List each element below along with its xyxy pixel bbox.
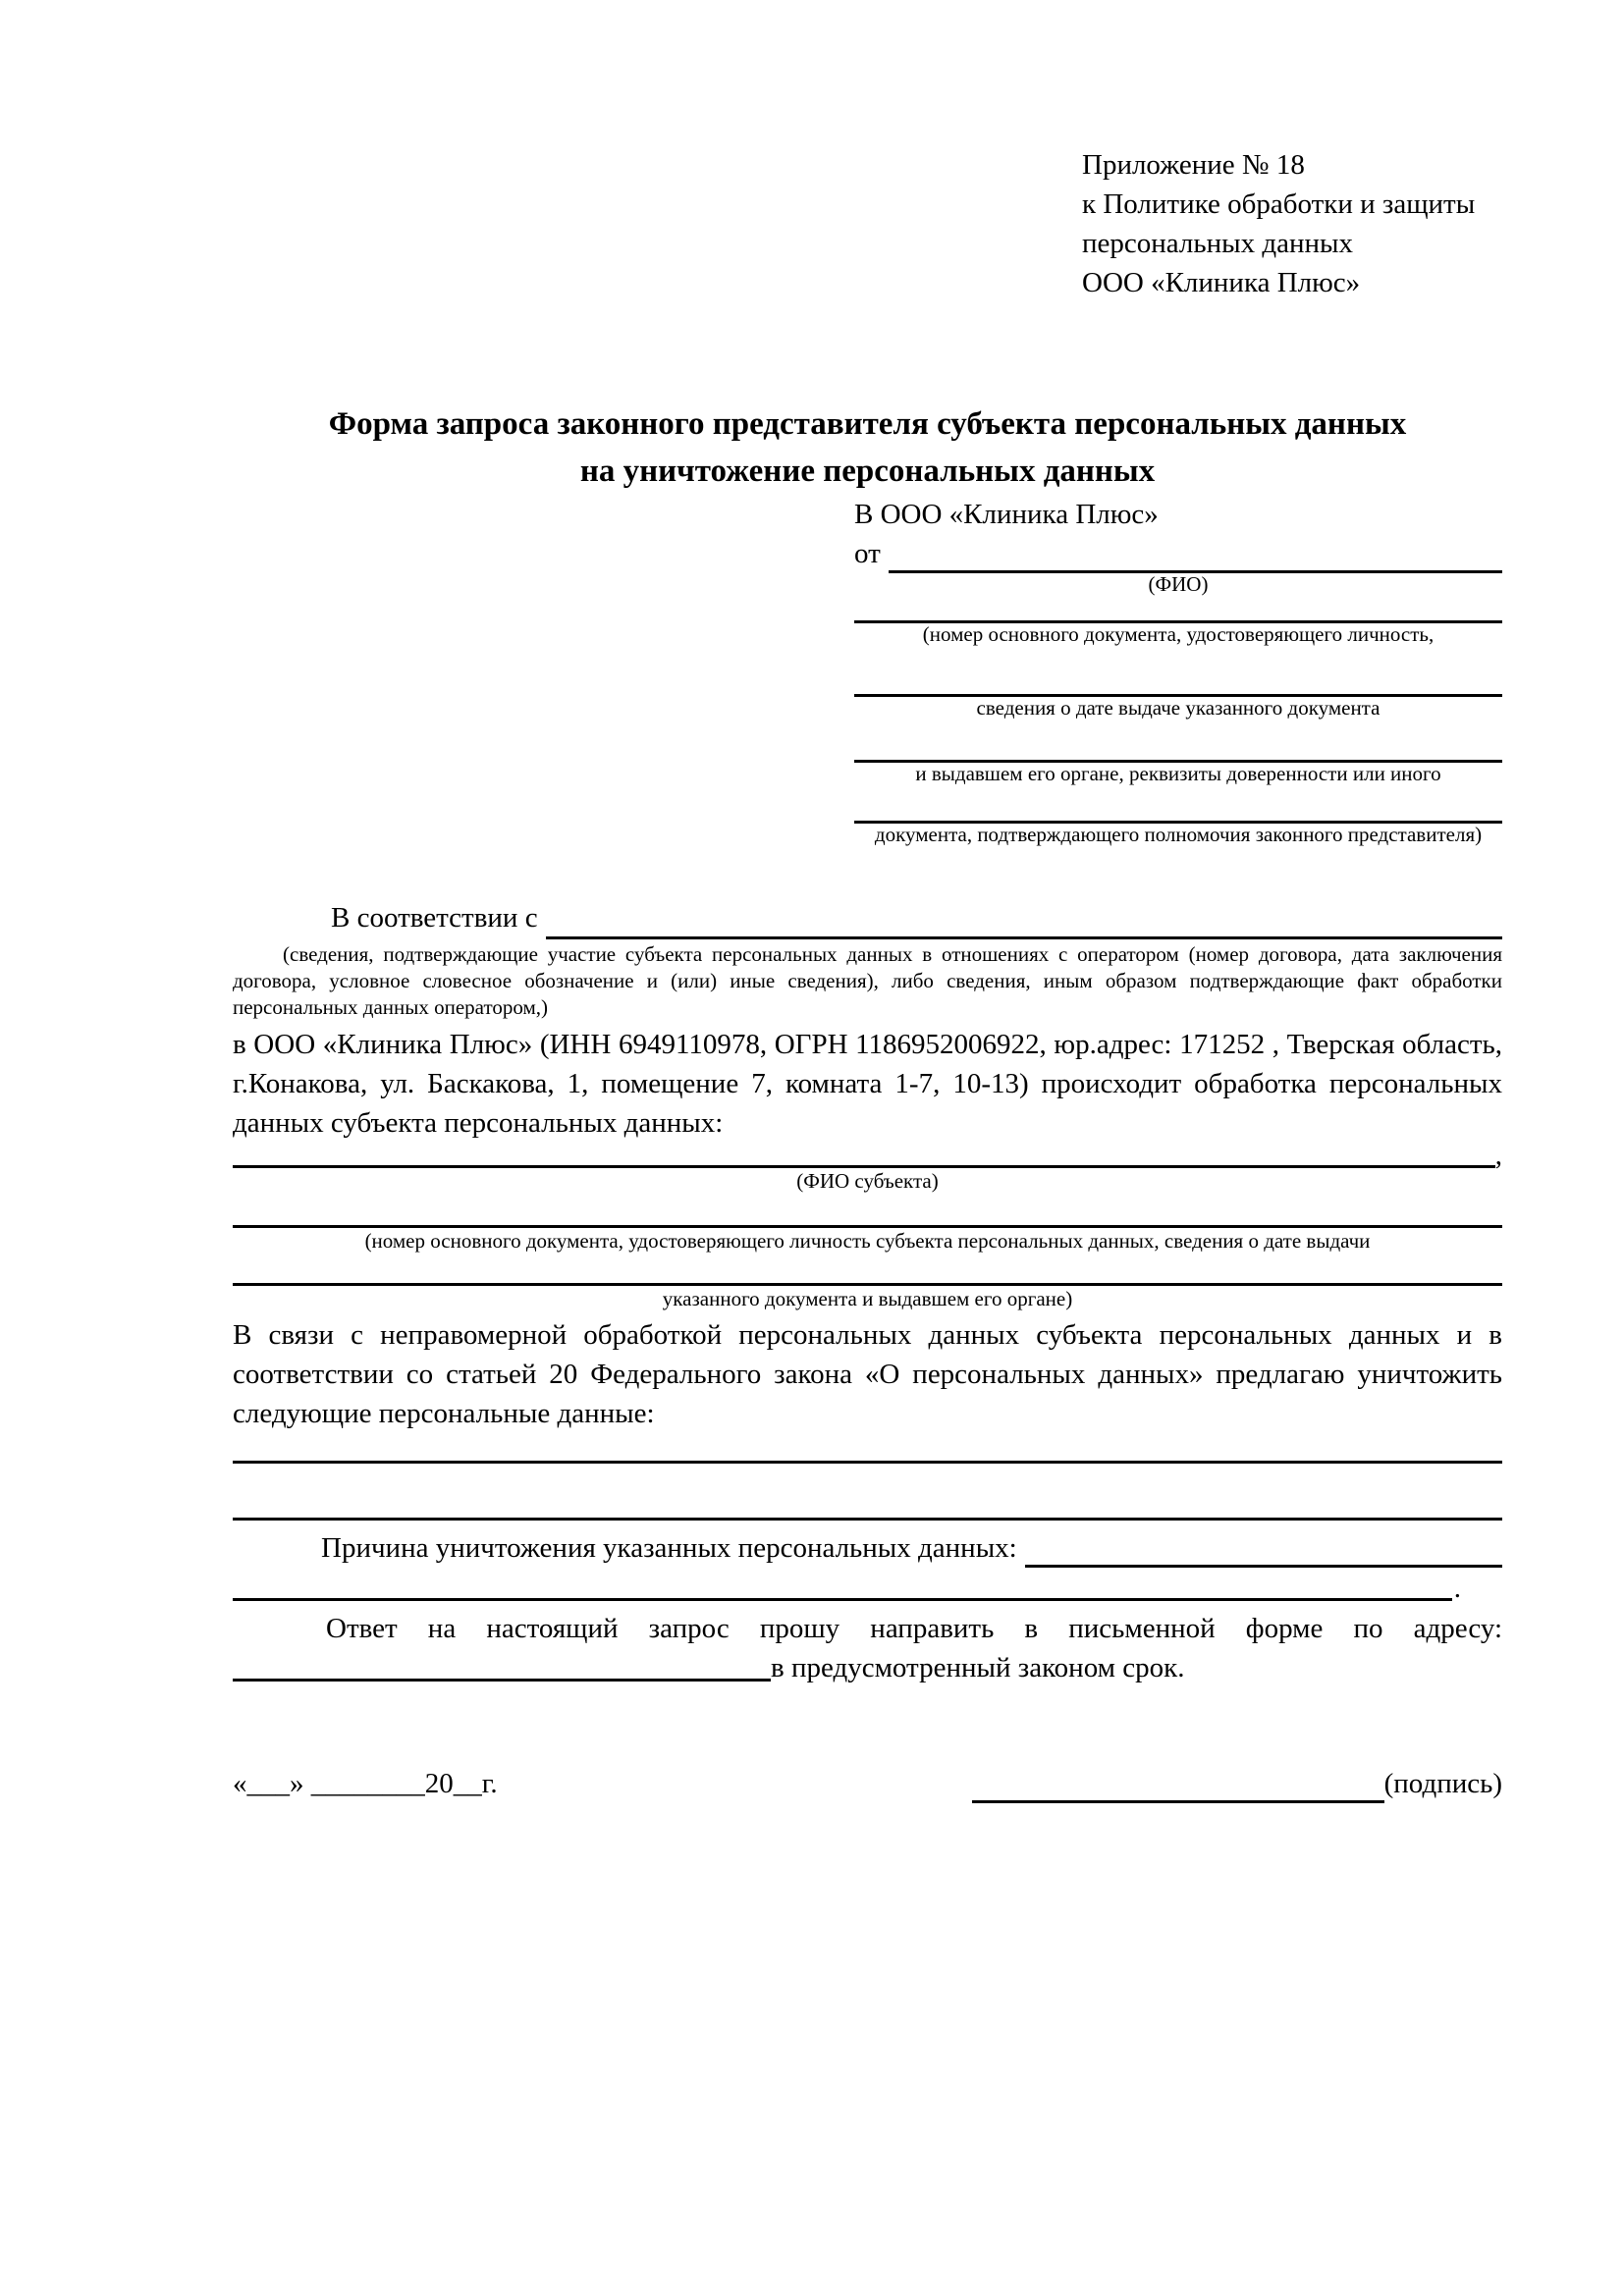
data-to-destroy-blank-field-1 (233, 1461, 1502, 1464)
caption-document-1: (номер основного документа, удостоверяющего личность, (922, 622, 1435, 646)
answer-tail-text: в предусмотренный законом срок. (771, 1652, 1185, 1683)
caption-subject-document-2: указанного документа и выдавшем его органе) (662, 1287, 1073, 1310)
signature-blank-field (972, 1770, 1384, 1803)
caption-document-2: сведения о дате выдаче указанного документа (976, 696, 1380, 720)
reason-blank-field-2 (233, 1598, 1452, 1601)
destroy-request-paragraph: В связи с неправомерной обработкой персональных данных субъекта персональных данных и в соответствии со статьей 20 Федерального закона «О персональных данных» предлагаю уничтожить следующие персональные данные: (233, 1319, 1502, 1429)
from-row (854, 534, 1502, 573)
caption-fio: (ФИО) (1148, 572, 1209, 596)
appendix-line-2: к Политике обработки и защиты (1082, 188, 1476, 220)
caption-document-4: документа, подтверждающего полномочия законного представителя) (874, 823, 1483, 846)
appendix-line-3: персональных данных (1082, 228, 1354, 259)
reason-label: Причина уничтожения указанных персональных данных: (321, 1532, 1017, 1564)
answer-address-blank-field (233, 1648, 771, 1682)
appendix-line-4: ООО «Клиника Плюс» (1082, 267, 1361, 298)
accordance-row (233, 896, 1502, 939)
signature-group (972, 1764, 1502, 1803)
addressee-block (854, 495, 1502, 845)
title-line-1: Форма запроса законного представителя субъекта персональных данных (328, 406, 1407, 442)
reason-blank-field (1025, 1528, 1502, 1568)
appendix-block (1082, 145, 1502, 302)
caption-document-3: и выдавшем его органе, реквизиты доверенности или иного (915, 762, 1441, 785)
subject-fio-blank-field (233, 1165, 1495, 1168)
reason-row (233, 1528, 1502, 1568)
accordance-caption: (сведения, подтверждающие участие субъекта персональных данных в отношениях с оператором (номер договора, дата заключения договора, условное словесное обозначение и (или) иные сведения), либо сведения, иным образом подтверждающие факт обработки персональных данных оператором,) (233, 942, 1502, 1019)
answer-address-row (233, 1648, 1502, 1687)
subject-document-blank-field (233, 1225, 1502, 1228)
date-field: «___» ________20__г. (233, 1768, 498, 1799)
from-label: от (854, 538, 881, 569)
period-after-blank: . (1453, 1573, 1461, 1604)
subject-fio-row (233, 1140, 1502, 1171)
representative-fio-blank-field (889, 534, 1502, 573)
answer-paragraph: Ответ на настоящий запрос прошу направить в письменной форме по адресу: (326, 1613, 1502, 1644)
operator-paragraph: в ООО «Клиника Плюс» (ИНН 6949110978, ОГРН 1186952006922, юр.адрес: 171252 , Тверская область, г.Конакова, ул. Баскакова, 1, помещение 7, комната 1-7, 10-13) происходит обработка персональных данных субъекта персональных данных: (233, 1029, 1502, 1139)
comma-after-blank: , (1494, 1140, 1502, 1171)
data-to-destroy-blank-field-2 (233, 1518, 1502, 1521)
addressee-to: В ООО «Клиника Плюс» (854, 499, 1159, 530)
document-title (233, 400, 1502, 495)
accordance-label: В соответствии с (331, 902, 538, 934)
subject-document-blank-field-2 (233, 1283, 1502, 1286)
appendix-line-1: Приложение № 18 (1082, 149, 1305, 181)
signature-row (233, 1764, 1502, 1803)
title-line-2: на уничтожение персональных данных (579, 454, 1156, 489)
signature-caption: (подпись) (1383, 1768, 1502, 1799)
caption-subject-document-1: (номер основного документа, удостоверяющего личность субъекта персональных данных, сведения о дате выдачи (364, 1229, 1371, 1253)
caption-subject-fio: (ФИО субъекта) (796, 1169, 939, 1193)
reason-continuation-row (233, 1573, 1502, 1604)
accordance-blank-field (546, 896, 1502, 939)
